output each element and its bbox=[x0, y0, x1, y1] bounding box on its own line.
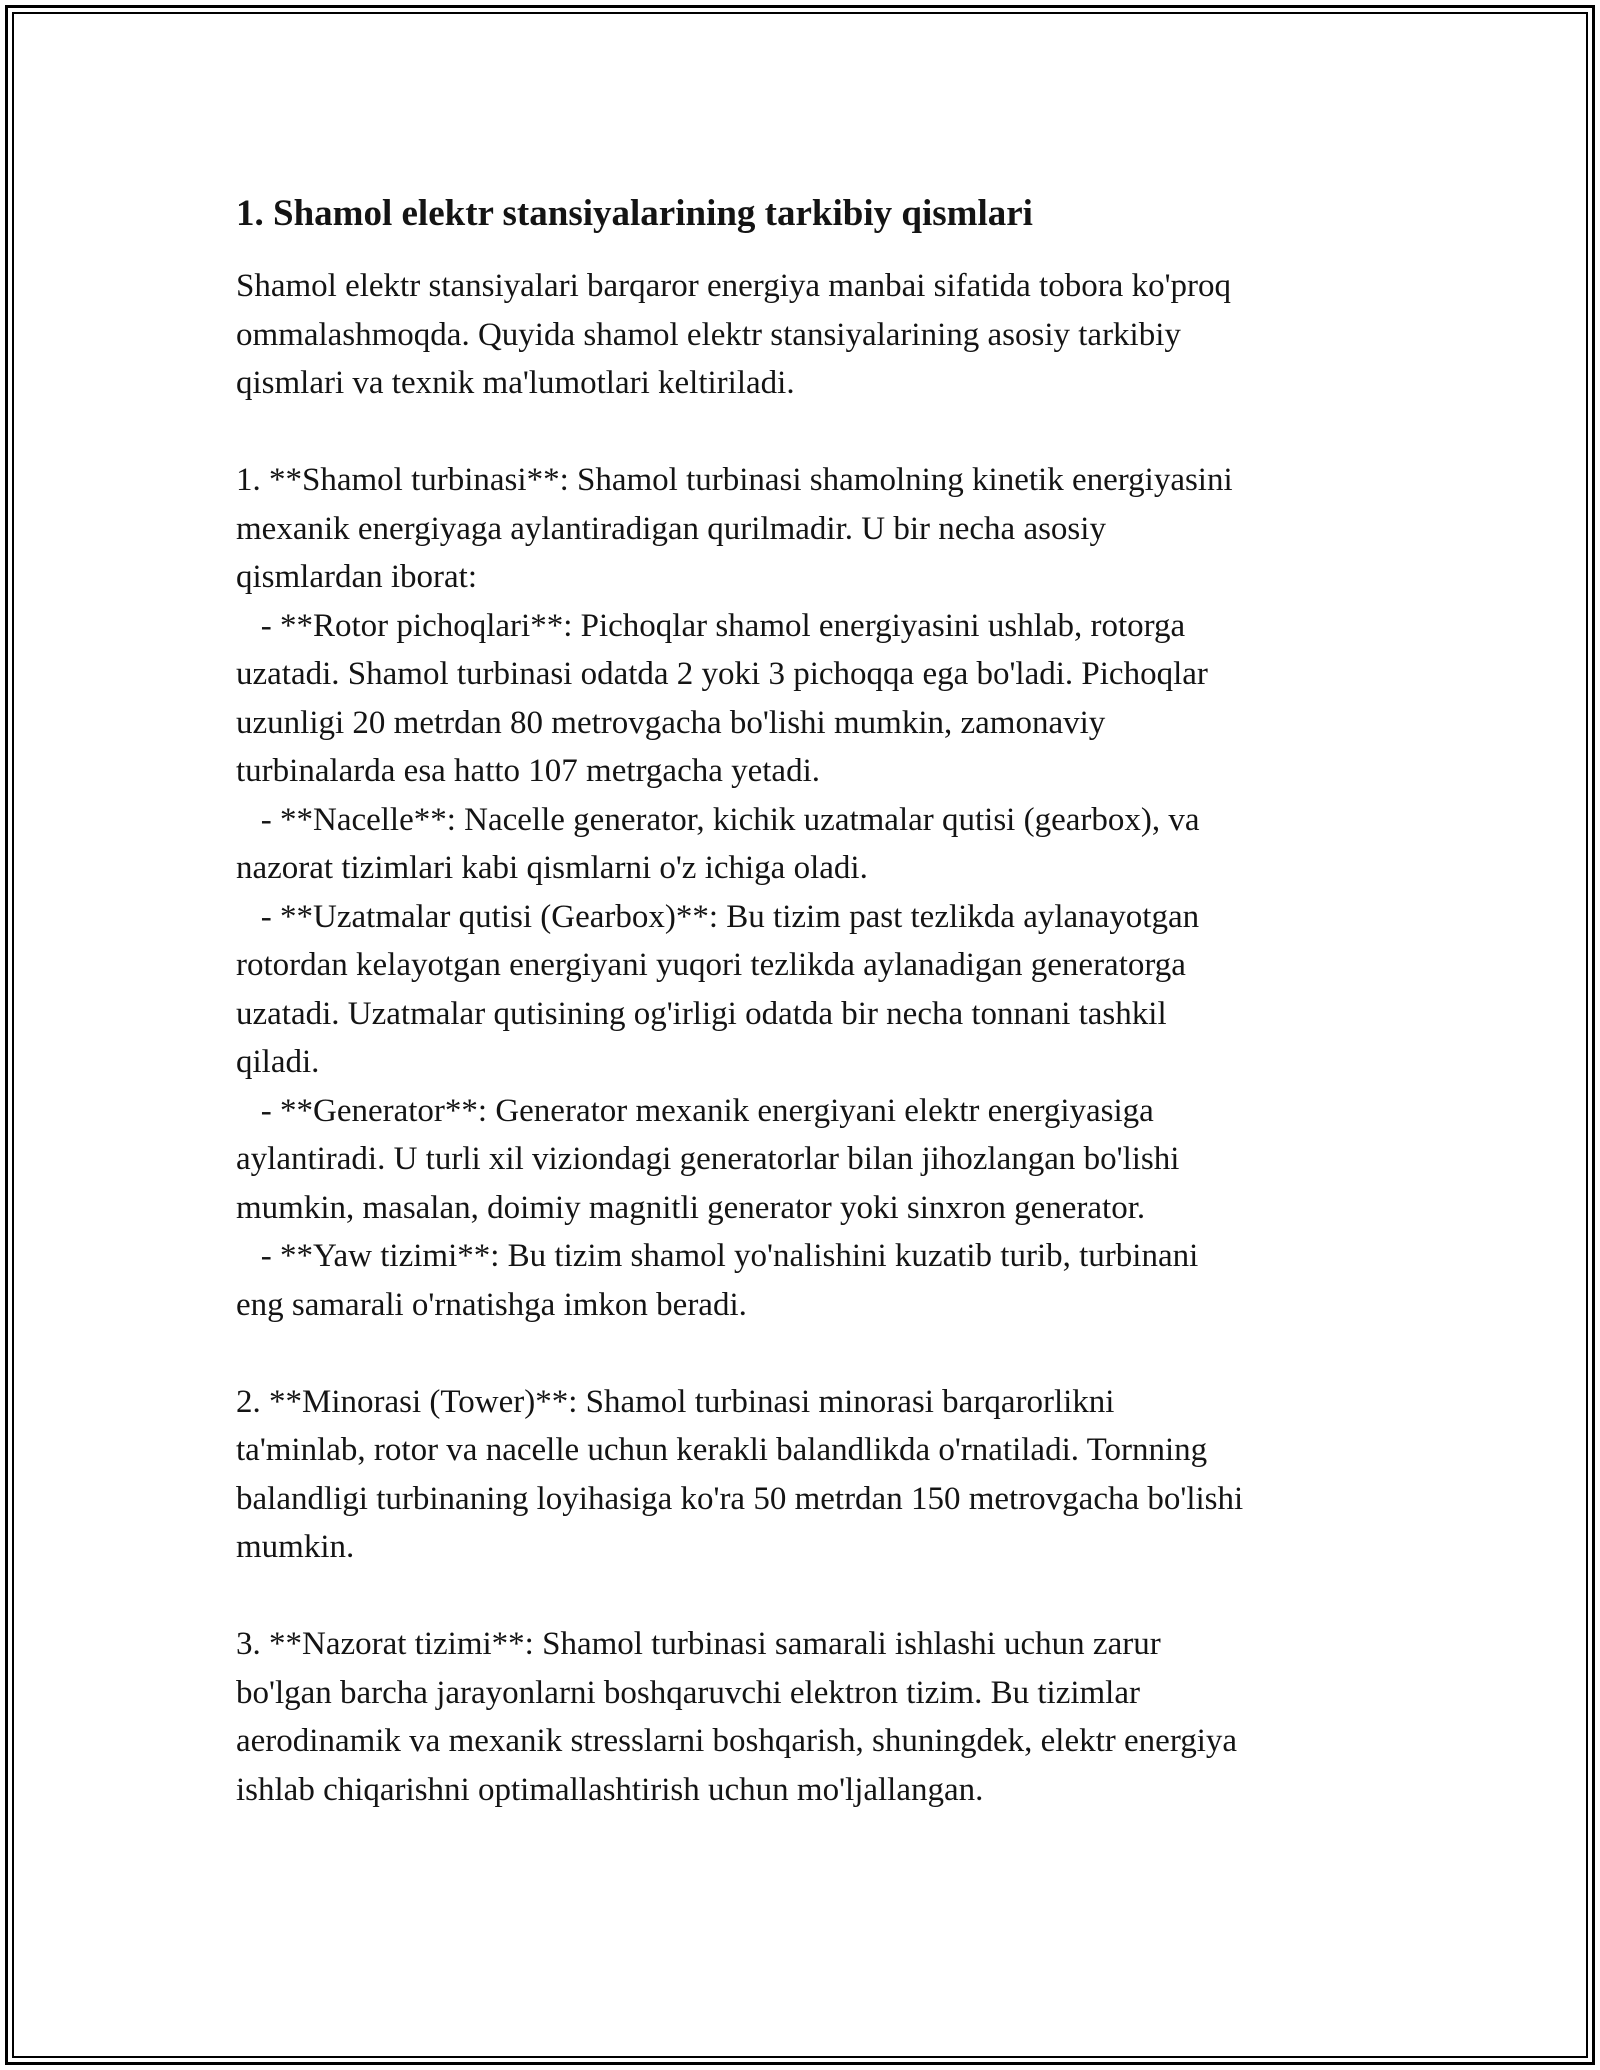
text-line: mumkin, masalan, doimiy magnitli generator yoki sinxron generator. bbox=[236, 1189, 1146, 1226]
text-line: qismlardan iborat: bbox=[236, 559, 478, 595]
text-line: - **Yaw tizimi**: Bu tizim shamol yo'nalishini kuzatib turib, turbinani bbox=[236, 1238, 1199, 1274]
text-line: ta'minlab, rotor va nacelle uchun kerakli balandlikda o'rnatiladi. Tornning bbox=[236, 1432, 1208, 1468]
blank-line bbox=[236, 1329, 1366, 1378]
text-line: qiladi. bbox=[236, 1044, 320, 1080]
text-line: 2. **Minorasi (Tower)**: Shamol turbinasi minorasi barqarorlikni bbox=[236, 1383, 1115, 1420]
document-title: 1. Shamol elektr stansiyalarining tarkibiy qismlari bbox=[236, 193, 1033, 234]
document-body bbox=[236, 262, 1366, 1814]
blank-line bbox=[236, 1572, 1366, 1621]
document-content bbox=[236, 186, 1366, 1814]
text-line: uzunligi 20 metrdan 80 metrovgacha bo'lishi mumkin, zamonaviy bbox=[236, 704, 1106, 741]
text-line: 1. **Shamol turbinasi**: Shamol turbinasi shamolning kinetik energiyasini bbox=[236, 462, 1233, 498]
text-line: uzatadi. Uzatmalar qutisining og'irligi odatda bir necha tonnani tashkil bbox=[236, 995, 1167, 1032]
text-line: mexanik energiyaga aylantiradigan qurilmadir. U bir necha asosiy bbox=[236, 510, 1106, 547]
text-line: bo'lgan barcha jarayonlarni boshqaruvchi elektron tizim. Bu tizimlar bbox=[236, 1674, 1140, 1711]
text-line: balandligi turbinaning loyihasiga ko'ra 50 metrdan 150 metrovgacha bo'lishi bbox=[236, 1480, 1244, 1517]
text-line: aylantiradi. U turli xil viziondagi generatorlar bilan jihozlangan bo'lishi bbox=[236, 1141, 1180, 1177]
text-line: - **Generator**: Generator mexanik energiyani elektr energiyasiga bbox=[236, 1092, 1154, 1129]
text-line: qismlari va texnik ma'lumotlari keltiriladi. bbox=[236, 365, 795, 401]
text-line: turbinalarda esa hatto 107 metrgacha yetadi. bbox=[236, 753, 820, 789]
text-line: mumkin. bbox=[236, 1529, 355, 1565]
text-line: - **Rotor pichoqlari**: Pichoqlar shamol energiyasini ushlab, rotorga bbox=[236, 607, 1186, 644]
text-line: Shamol elektr stansiyalari barqaror energiya manbai sifatida tobora ko'proq bbox=[236, 268, 1232, 304]
text-line: uzatadi. Shamol turbinasi odatda 2 yoki 3 pichoqqa ega bo'ladi. Pichoqlar bbox=[236, 656, 1208, 692]
text-line: nazorat tizimlari kabi qismlarni o'z ichiga oladi. bbox=[236, 850, 868, 886]
text-line: eng samarali o'rnatishga imkon beradi. bbox=[236, 1286, 747, 1323]
text-line: 3. **Nazorat tizimi**: Shamol turbinasi samarali ishlashi uchun zarur bbox=[236, 1626, 1161, 1662]
text-line: ommalashmoqda. Quyida shamol elektr stansiyalarining asosiy tarkibiy bbox=[236, 316, 1181, 353]
text-line: - **Uzatmalar qutisi (Gearbox)**: Bu tizim past tezlikda aylanayotgan bbox=[236, 898, 1200, 935]
text-line: rotordan kelayotgan energiyani yuqori tezlikda aylanadigan generatorga bbox=[236, 947, 1186, 983]
text-line: - **Nacelle**: Nacelle generator, kichik uzatmalar qutisi (gearbox), va bbox=[236, 801, 1200, 838]
text-line: aerodinamik va mexanik stresslarni boshqarish, shuningdek, elektr energiya bbox=[236, 1723, 1238, 1759]
text-line: ishlab chiqarishni optimallashtirish uchun mo'ljallangan. bbox=[236, 1771, 984, 1808]
blank-line bbox=[236, 408, 1366, 457]
